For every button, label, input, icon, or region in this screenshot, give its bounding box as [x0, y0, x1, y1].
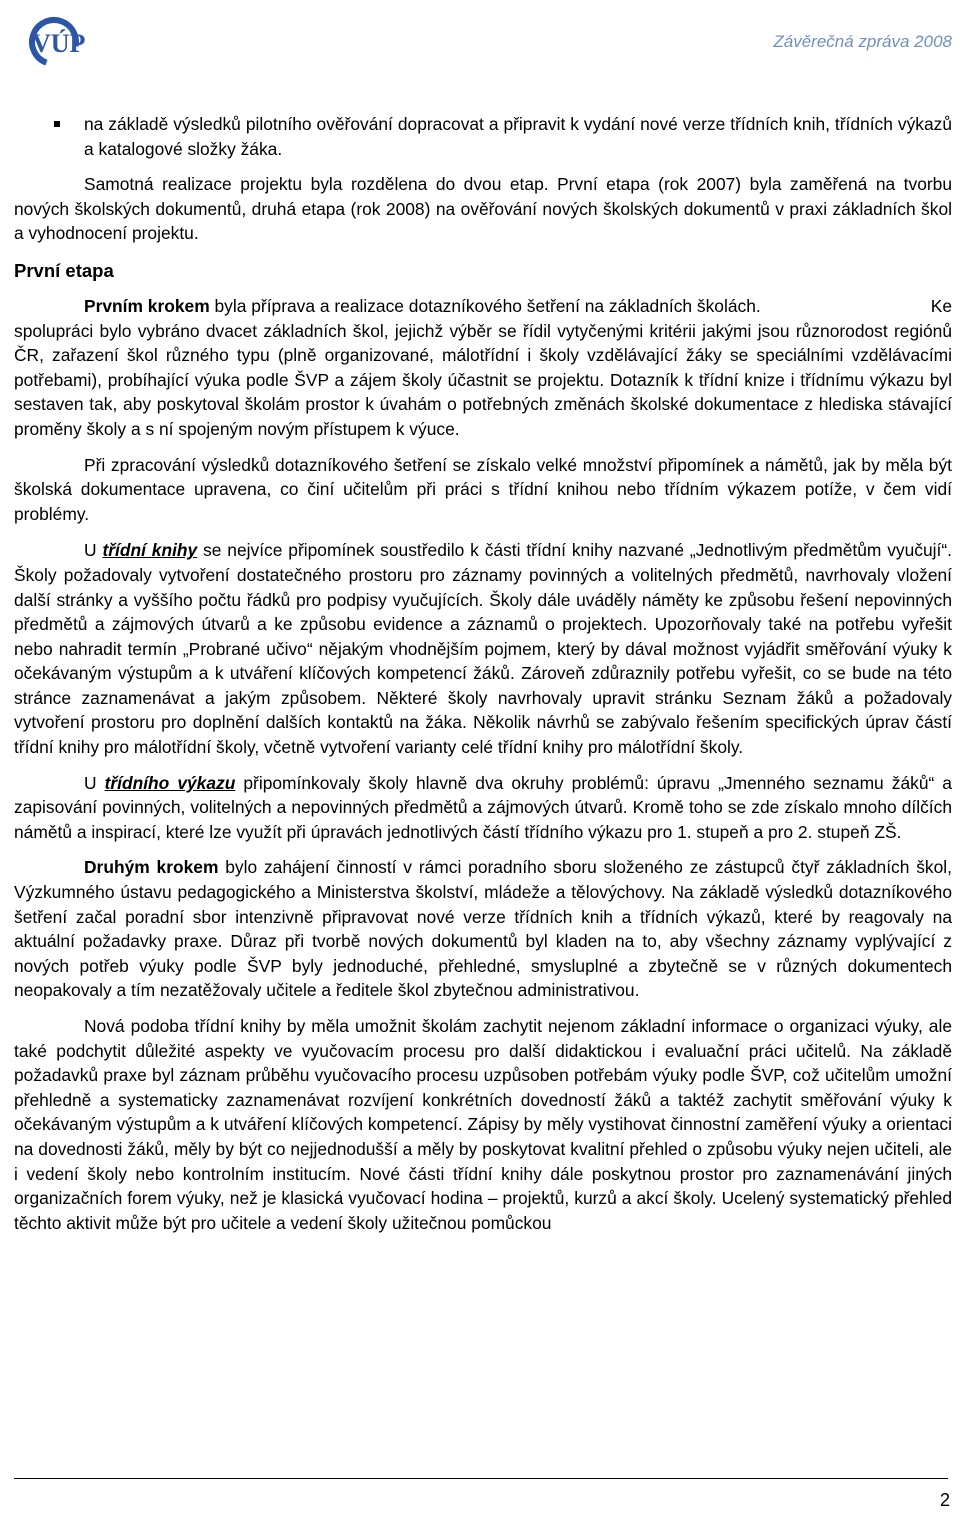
bullet-text: na základě výsledků pilotního ověřování dopracovat a připravit k vydání nové verze třídních knih, třídních výkazů a katalogové složky žáka. [84, 114, 952, 159]
bold-lead: Prvním krokem [84, 295, 210, 316]
paragraph: Druhým krokem bylo zahájení činností v rámci poradního sboru složeného ze zástupců čtyř základních škol, Výzkumného ústavu pedagogického a Ministerstva školství, mládeže a tělovýchovy. Na základě výsledků dotazníkového šetření začal poradní sbor intenzivně připravovat nové verze třídních knih a třídních výkazů, které by reagovaly na aktuální požadavky praxe. Důraz při tvorbě nových dokumentů byl kladen na to, aby všechny záznamy vyplývající z nových potřeb výuky podle ŠVP byly jednoduché, přehledné, smysluplné a zbytečně se v různých dokumentech neopakovaly a tím nezatěžovaly učitele a ředitele škol zbytečnou administrativou. [14, 857, 952, 1001]
page-number: 2 [939, 1490, 950, 1510]
paragraph-text: byla příprava a realizace dotazníkového šetření na základních školách. [209, 295, 761, 316]
bold-lead: Druhým krokem [84, 857, 219, 878]
paragraph: Při zpracování výsledků dotazníkového šetření se získalo velké množství připomínek a námětů, jak by měla být školská dokumentace upravena, co činí učitelům při práci s třídní knihou nebo třídním výkazem potíže, v čem vidí problémy. [14, 454, 952, 524]
vup-logo [14, 8, 114, 68]
bullet-item [14, 112, 952, 161]
document-body [14, 112, 952, 1235]
paragraph: Nová podoba třídní knihy by měla umožnit školám zachytit nejenom základní informace o organizaci výuky, ale také podchytit důležité aspekty ve vyučovacím procesu pro další didaktickou i evaluační práci učitelů. Na základě požadavků praxe byl záznam průběhu vyučovacího procesu uzpůsoben potřebám výuky podle ŠVP, což učitelům umožní přehledně a systematicky zaznamenávat rozvíjení konkrétních dovedností žáků a taktéž zachytit směřování výuky k očekávaným výstupům a k utváření klíčových kompetencí. Zápisy by měly vystihovat činnostní zaměření výuky a orientaci na dovednosti žáků, měly by být co nejjednodušší a měly by poskytovat kvalitní přehled o způsobu výuky nejen učiteli, ale i vedení školy nebo kontrolním institucím. Nové části třídní knihy dále poskytnou prostor pro zaznamenávání jiných organizačních forem výuky, než je klasická vyučovací hodina – projektů, kurzů a akcí školy. Ucelený systematický přehled těchto aktivit může být pro učitele a vedení školy užitečnou pomůckou [14, 1016, 952, 1233]
square-bullet-icon [54, 121, 60, 127]
paragraph-text: spolupráci bylo vybráno dvacet základních škol, jejichž výběr se řídil vytyčenými kritérii jakými jsou různorodost regiónů ČR, zařazení škol různého typu (plně organizované, málotřídní i školy vzdělávající žáky se speciálními vzdělávacími potřebami), probíhající výuka podle ŠVP a zájem školy účastnit se projektu. Dotazník k třídní knize i třídnímu výkazu byl sestaven tak, aby poskytoval školám prostor k úvahám o potřebných změnách školské dokumentace z hlediska stávající proměny školy a s ní spojeným novým přístupem k výuce. [14, 320, 952, 439]
section-heading: První etapa [14, 259, 114, 281]
paragraph: Samotná realizace projektu byla rozdělena do dvou etap. První etapa (rok 2007) byla zaměřená na tvorbu nových školských dokumentů, druhá etapa (rok 2008) na ověřování nových školských dokumentů v praxi základních škol a vyhodnocení projektu. [14, 174, 952, 244]
paragraph [14, 294, 952, 442]
footer-divider [14, 1478, 948, 1479]
svg-text:VÚP: VÚP [32, 29, 86, 58]
paragraph: U třídního výkazu připomínkovaly školy hlavně dva okruhy problémů: úpravu „Jmenného seznamu žáků“ a zapisování povinných, volitelných a nepovinných předmětů a zájmových útvarů. Kromě toho se zde získalo mnoho dílčích námětů a inspirací, které lze využít při úpravách jednotlivých částí třídního výkazu pro 1. stupeň a pro 2. stupeň ZŠ. [14, 772, 952, 842]
emphasis-class-book: třídní knihy [102, 540, 198, 561]
paragraph-text: Ke [930, 295, 952, 316]
paragraph: U třídní knihy se nejvíce připomínek soustředilo k části třídní knihy nazvané „Jednotlivým předmětům vyučují“. Školy požadovaly vytvoření dostatečného prostoru pro záznamy povinných a volitelných předmětů, navrhovaly vložení další stránky a vyššího počtu řádků pro podpisy vyučujících. Školy dále uváděly náměty ke způsobu řešení nepovinných předmětů a zájmových útvarů a ke způsobu evidence a záznamů o projektech. Upozorňovaly také na potřebu vyřešit nebo nahradit termín „Probrané učivo“ nějakým vhodnějším pojmem, který by dával možnost vyjádřit směřování výuky k očekávaným výstupům a k utváření klíčových kompetencí žáků. Zároveň zdůraznily potřebu vyřešit, co se bude na této stránce zaznamenávat a jakým způsobem. Některé školy navrhovaly upravit stránku Seznam žáků a požadovaly vytvoření prostoru pro doplnění dalších kontaktů na žáka. Několik návrhů se zabývalo řešením specifických úprav částí třídní knihy pro málotřídní školy, včetně vytvoření varianty celé třídní knihy pro málotřídní školy. [14, 540, 952, 758]
report-title: Závěrečná zpráva 2008 [773, 32, 952, 51]
emphasis-class-report: třídního výkazu [104, 772, 236, 793]
